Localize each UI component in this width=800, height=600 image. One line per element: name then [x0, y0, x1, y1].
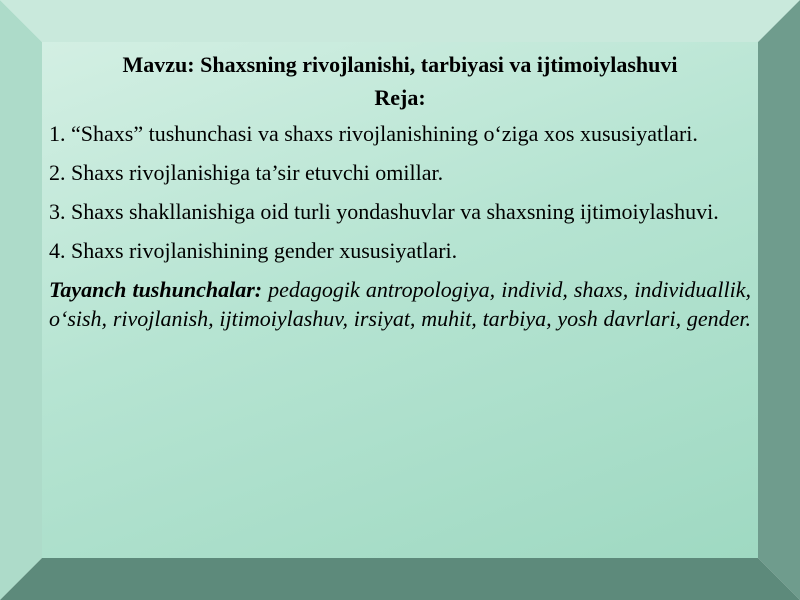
- plan-item-4: 4. Shaxs rivojlanishining gender xususiyatlari.: [49, 238, 458, 263]
- keywords-list: pedagogik antropologiya, individ, shaxs, individuallik, o‘sish, rivojlanish, ijtimoiylashuv, irsiyat, muhit, tarbiya, yosh davrlari, gender.: [49, 277, 751, 331]
- content-panel: [42, 42, 758, 558]
- keywords-paragraph: [49, 275, 751, 333]
- slide-title: Mavzu: Shaxsning rivojlanishi, tarbiyasi va ijtimoiylashuvi: [122, 52, 678, 77]
- bevel-bottom: [0, 558, 800, 600]
- bevel-left: [0, 0, 42, 600]
- plan-item-2: 2. Shaxs rivojlanishiga ta’sir etuvchi omillar.: [49, 160, 444, 185]
- bevel-top: [0, 0, 800, 42]
- plan-item-3: 3. Shaxs shakllanishiga oid turli yondashuvlar va shaxsning ijtimoiylashuvi.: [49, 199, 719, 224]
- plan-item-1: 1. “Shaxs” tushunchasi va shaxs rivojlanishining o‘ziga xos xususiyatlari.: [49, 121, 698, 146]
- bevel-right: [758, 0, 800, 600]
- keywords-label: Tayanch tushunchalar:: [49, 277, 263, 302]
- plan-heading: Reja:: [374, 85, 426, 110]
